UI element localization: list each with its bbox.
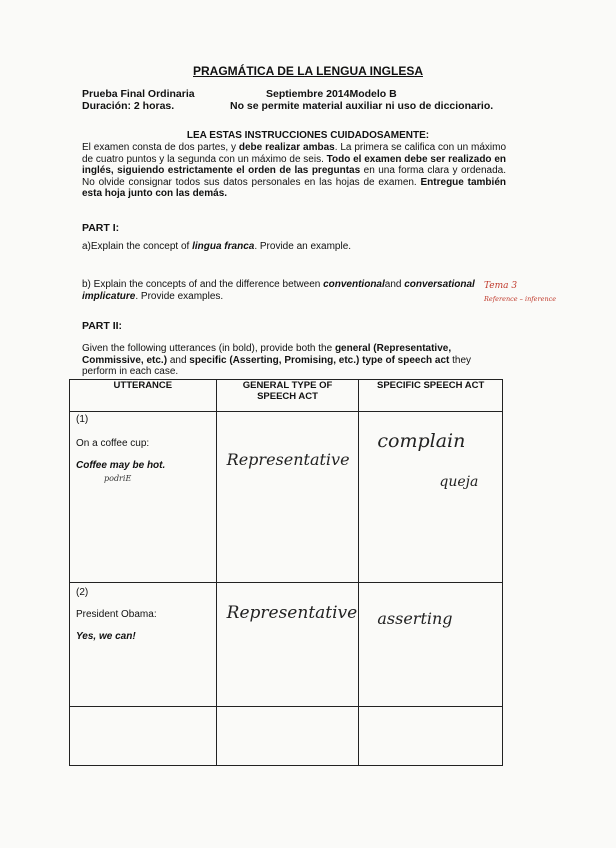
utterance-text: Yes, we can!: [76, 631, 136, 642]
utterance-text: Coffee may be hot.: [76, 460, 166, 471]
empty-cell: [216, 707, 359, 766]
header-specific-act: SPECIFIC SPEECH ACT: [359, 380, 503, 412]
speech-act-table: [69, 379, 503, 766]
specific-act-note: queja: [439, 474, 479, 490]
part2-instructions: Given the following utterances (in bold), provide both the general (Representative, Commissive, etc.) and specific (Asserting, Promising, etc.) type of speech act they perform in each case.: [82, 343, 472, 377]
utterance-context: On a coffee cup:: [76, 438, 150, 449]
empty-cell: [70, 707, 217, 766]
general-type-answer: Representative: [226, 603, 358, 623]
part1-heading: PART I:: [82, 222, 120, 234]
utterance-cell: [70, 583, 217, 707]
header-general-type: GENERAL TYPE OF SPEECH ACT: [216, 380, 359, 412]
utterance-context: President Obama:: [76, 609, 157, 620]
material-note: No se permite material auxiliar ni uso de diccionario.: [230, 100, 494, 112]
specific-act-answer: asserting: [377, 609, 453, 628]
general-type-answer: Representative: [226, 450, 350, 469]
utterance-cell: [70, 412, 217, 583]
row-number: (1): [76, 414, 89, 425]
instructions-heading: LEA ESTAS INSTRUCCIONES CUIDADOSAMENTE:: [186, 130, 430, 141]
general-type-cell: [216, 412, 359, 583]
part2-heading: PART II:: [82, 320, 123, 332]
table-row: [70, 412, 503, 583]
instructions-text: El examen consta de dos partes, y debe realizar ambas. La primera se califica con un máximo de cuatro puntos y la segunda con un máximo de seis. Todo el examen debe ser realizado en inglés, siguiendo estrictamente el orden de las preguntas en una forma clara y ordenada. No olvide consignar todos sus datos personales en las hojas de examen. Entregue también esta hoja junto con las demás.: [82, 142, 507, 199]
table-row: [70, 707, 503, 766]
exam-title: PRAGMÁTICA DE LA LENGUA INGLESA: [193, 64, 423, 78]
exam-date-model: Septiembre 2014Modelo B: [266, 88, 397, 100]
exam-name: Prueba Final Ordinaria: [82, 88, 195, 100]
handwritten-note: podriE: [104, 474, 132, 483]
specific-act-cell: [359, 583, 503, 707]
specific-act-cell: [359, 412, 503, 583]
part1-question-a: a)Explain the concept of lingua franca. Provide an example.: [82, 241, 352, 252]
specific-act-answer: complain: [377, 430, 466, 452]
part1-question-b: b) Explain the concepts of and the difference between conventionaland conversational implicature. Provide examples.: [82, 279, 475, 302]
empty-cell: [359, 707, 503, 766]
general-type-cell: [216, 583, 359, 707]
table-row: [70, 583, 503, 707]
exam-duration: Duración: 2 horas.: [82, 100, 175, 112]
row-number: (2): [76, 587, 89, 598]
margin-note-topic: Tema 3: [484, 281, 518, 291]
margin-note-reference: Reference – inference: [484, 295, 557, 303]
header-utterance: UTTERANCE: [70, 380, 217, 412]
